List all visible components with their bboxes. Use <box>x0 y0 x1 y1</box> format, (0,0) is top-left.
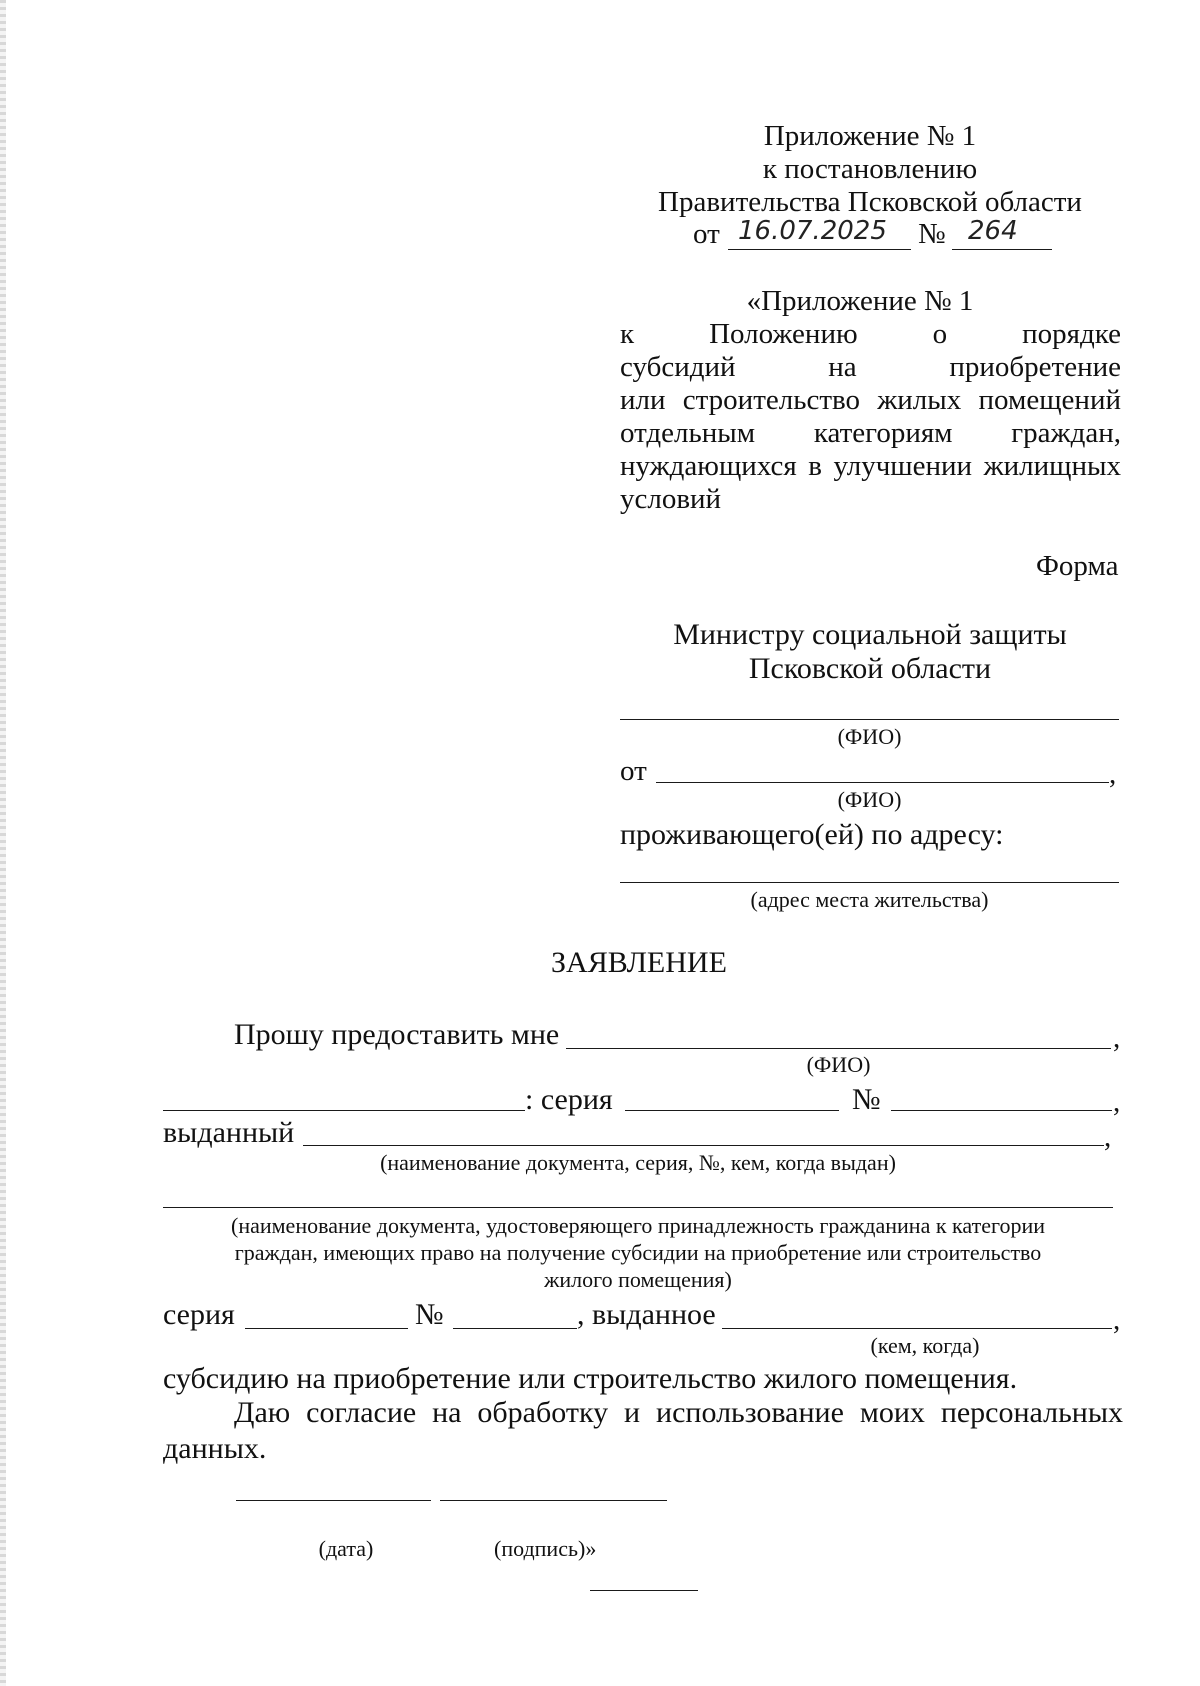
header-line-appendix: Приложение № 1 <box>763 120 977 152</box>
residing-label: проживающего(ей) по адресу: <box>620 818 1004 851</box>
handwritten-date: 16.07.2025 <box>738 216 887 246</box>
comma: , <box>1113 1086 1121 1118</box>
handwritten-number: 264 <box>968 216 1018 246</box>
number-sign: № <box>918 218 946 250</box>
header-line-resolution: к постановлению <box>762 153 978 185</box>
appendix-title: «Приложение № 1 <box>746 285 974 317</box>
number-line <box>891 1110 1112 1111</box>
series-line <box>625 1110 839 1111</box>
appendix-line: условий <box>620 483 722 515</box>
category-document-line <box>163 1207 1113 1208</box>
issued-line <box>303 1145 1104 1146</box>
issued-label-2: , выданное <box>577 1298 716 1331</box>
addressee-line-1: Министру социальной защиты <box>673 618 1067 651</box>
end-separator <box>590 1590 698 1591</box>
recipient-fio-line <box>566 1048 1111 1049</box>
scan-edge <box>0 0 6 1686</box>
category-caption: граждан, имеющих право на получение субсидии на приобретение или строительство <box>234 1240 1042 1265</box>
number-line-2 <box>453 1328 577 1329</box>
document-name-line <box>163 1110 525 1111</box>
series-label: : серия <box>525 1083 613 1116</box>
signature-caption: (подпись)» <box>494 1536 597 1561</box>
fio-caption: (ФИО) <box>837 724 902 749</box>
date-prefix: от <box>693 218 720 250</box>
appendix-line: к Положению о порядке <box>620 318 1121 350</box>
request-label: Прошу предоставить мне <box>234 1018 560 1051</box>
fio-caption: (ФИО) <box>837 787 902 812</box>
number-underline <box>952 249 1052 250</box>
series-label-2: серия <box>163 1298 235 1331</box>
appendix-line: отдельным категориям граждан, <box>620 417 1121 449</box>
subsidy-text: субсидию на приобретение или строительство жилого помещения. <box>163 1362 1018 1395</box>
issued-label: выданный <box>163 1116 295 1149</box>
number-label: № <box>852 1083 881 1116</box>
address-caption: (адрес места жительства) <box>750 887 989 912</box>
comma: , <box>1113 1304 1121 1336</box>
header-line-government: Правительства Псковской области <box>658 186 1082 218</box>
category-caption: (наименование документа, удостоверяющего принадлежность гражданина к категории <box>231 1213 1045 1238</box>
number-label-2: № <box>415 1298 444 1331</box>
series-line-2 <box>245 1328 408 1329</box>
from-label: от <box>620 755 647 787</box>
comma: , <box>1109 758 1117 790</box>
consent-text: Даю согласие на обработку и использование моих персональных данных. <box>163 1396 1123 1465</box>
address-line <box>620 882 1119 883</box>
appendix-text <box>620 318 1121 516</box>
date-caption: (дата) <box>318 1536 374 1561</box>
minister-fio-line <box>620 719 1119 720</box>
date-underline <box>728 249 911 250</box>
category-caption: жилого помещения) <box>544 1267 732 1292</box>
signature-line <box>440 1500 667 1501</box>
issued-by-line <box>722 1328 1112 1329</box>
form-label: Форма <box>1036 550 1119 582</box>
applicant-fio-line <box>656 782 1109 783</box>
appendix-line: нуждающихся в улучшении жилищных <box>620 450 1121 482</box>
comma: , <box>1113 1022 1121 1054</box>
comma: , <box>1104 1121 1112 1153</box>
date-line <box>236 1500 431 1501</box>
fio-caption: (ФИО) <box>806 1052 871 1077</box>
addressee-line-2: Псковской области <box>748 652 992 685</box>
statement-title: ЗАЯВЛЕНИЕ <box>551 946 727 979</box>
appendix-line: или строительство жилых помещений <box>620 384 1121 416</box>
appendix-line: субсидий на приобретение <box>620 351 1121 383</box>
who-when-caption: (кем, когда) <box>870 1333 980 1358</box>
document-caption: (наименование документа, серия, №, кем, когда выдан) <box>380 1150 896 1175</box>
